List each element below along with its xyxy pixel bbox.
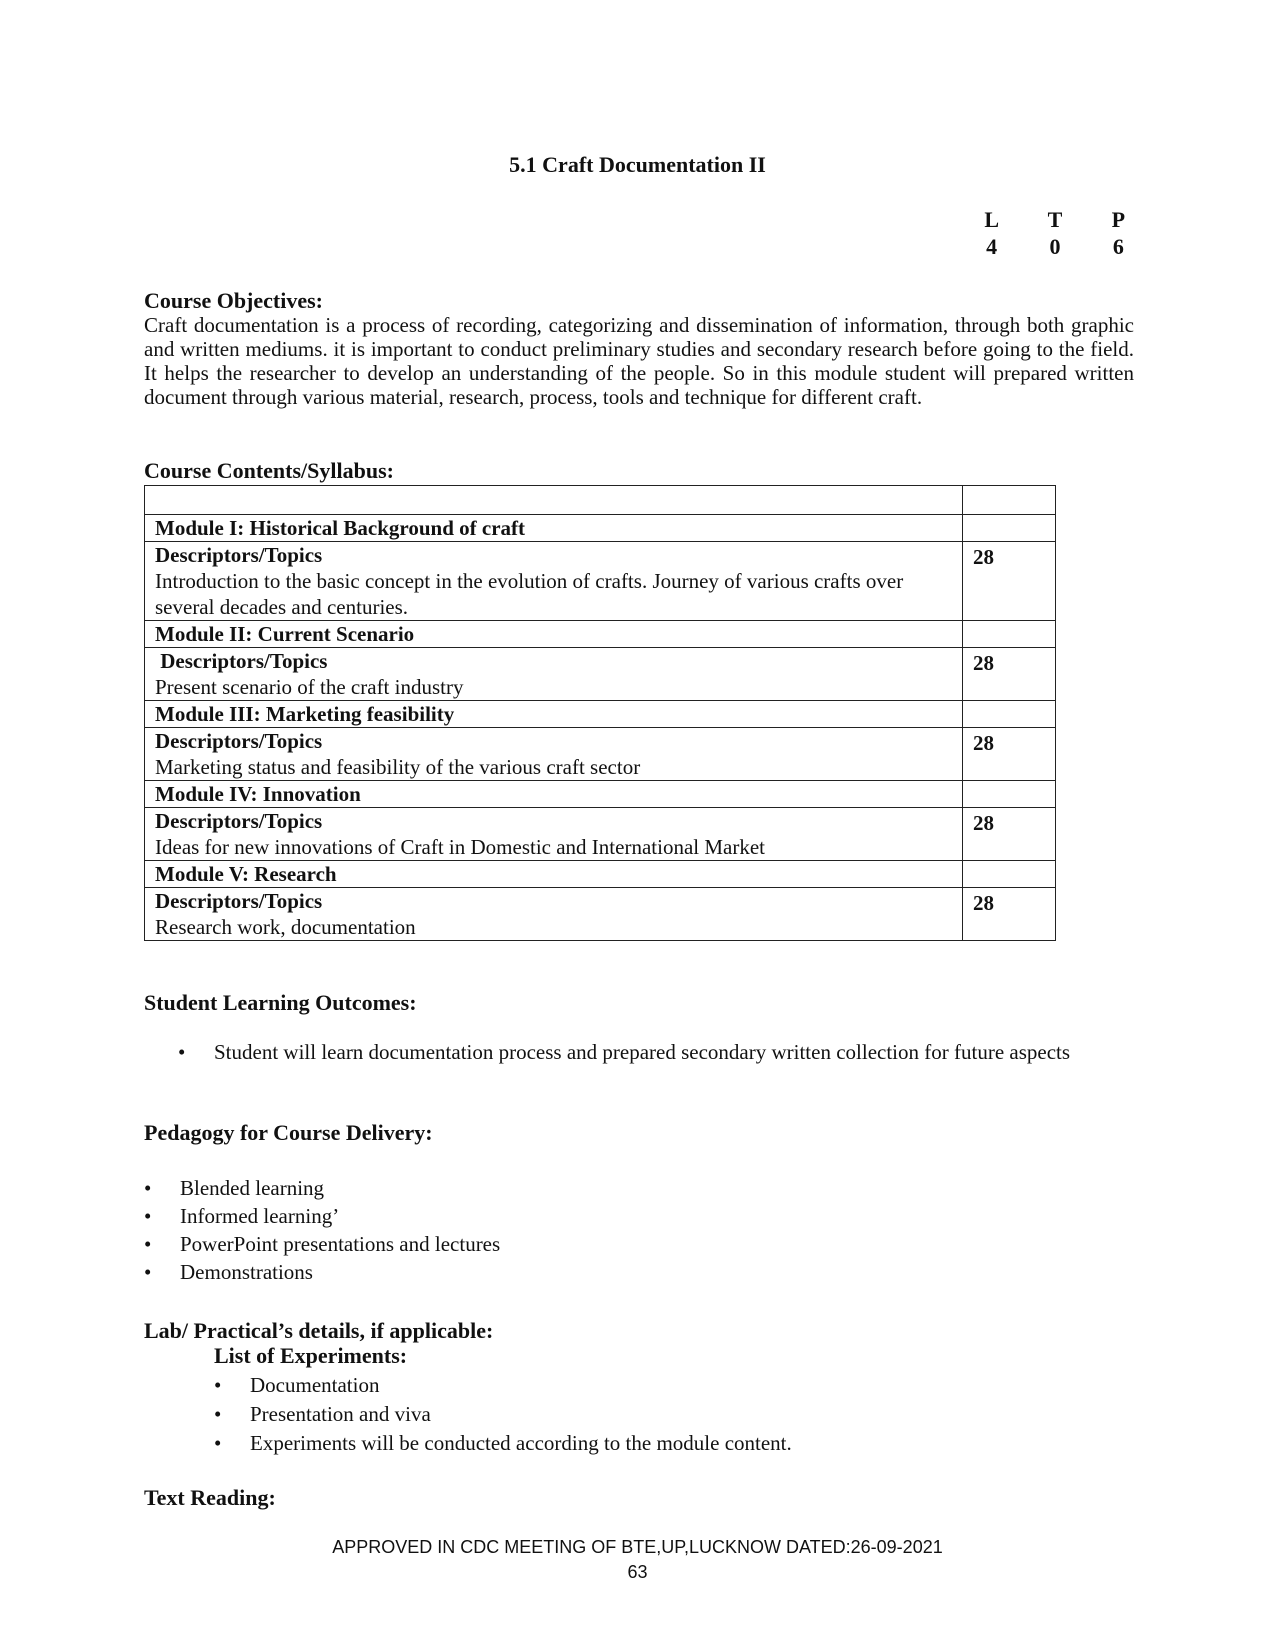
module-description: Introduction to the basic concept in the evolution of crafts. Journey of various crafts over several decades and centuries. (155, 569, 904, 619)
objectives-heading: Course Objectives: (144, 288, 324, 313)
list-item (178, 1040, 1134, 1064)
syllabus-table (144, 485, 1056, 941)
bullet-icon: • (214, 1402, 222, 1426)
approval-note: APPROVED IN CDC MEETING OF BTE,UP,LUCKNOW DATED:26-09-2021 (332, 1537, 943, 1557)
module-desc-row (145, 808, 1056, 861)
table-header-row (145, 486, 1056, 515)
pedagogy-item: Demonstrations (180, 1260, 313, 1284)
ltp-credits (960, 206, 1150, 260)
module-title: Module IV: Innovation (145, 781, 963, 808)
descriptors-label: Descriptors/Topics (155, 809, 323, 833)
bullet-icon: • (144, 1260, 152, 1284)
descriptors-label: Descriptors/Topics (155, 729, 323, 753)
bullet-icon: • (214, 1431, 222, 1455)
lab-heading: Lab/ Practical’s details, if applicable: (144, 1318, 494, 1343)
module-hours: 28 (963, 888, 1056, 941)
module-description: Present scenario of the craft industry (155, 675, 464, 699)
module-title-row (145, 515, 1056, 542)
pedagogy-item: PowerPoint presentations and lectures (180, 1232, 501, 1256)
outcome-text: Student will learn documentation process and prepared secondary written collection for future aspects (214, 1040, 1071, 1064)
module-desc-row (145, 888, 1056, 941)
page-footer (0, 1535, 1275, 1585)
pedagogy-item: Informed learning’ (180, 1204, 340, 1228)
module-hours: 28 (963, 808, 1056, 861)
descriptors-label: Descriptors/Topics (155, 889, 323, 913)
syllabus-heading: Course Contents/Syllabus: (144, 458, 394, 483)
list-item (144, 1202, 500, 1230)
module-title-row (145, 781, 1056, 808)
experiments-list (214, 1371, 792, 1458)
experiment-item: Presentation and viva (250, 1402, 431, 1426)
ltp-values (960, 233, 1150, 260)
module-title-row (145, 621, 1056, 648)
module-hours: 28 (963, 648, 1056, 701)
bullet-icon: • (178, 1040, 186, 1064)
pedagogy-list (144, 1174, 500, 1286)
list-item (214, 1400, 792, 1429)
bullet-icon: • (214, 1373, 222, 1397)
list-item (144, 1174, 500, 1202)
list-item (144, 1230, 500, 1258)
page-title: 5.1 Craft Documentation II (509, 152, 766, 177)
module-hours: 28 (963, 542, 1056, 621)
outcomes-list (178, 1040, 1134, 1064)
ltp-header-p: P (1111, 207, 1126, 232)
bullet-icon: • (144, 1204, 152, 1228)
module-title: Module III: Marketing feasibility (145, 701, 963, 728)
list-item (214, 1371, 792, 1400)
objectives-text: Craft documentation is a process of recording, categorizing and dissemination of information, through both graphic and written mediums. it is important to conduct preliminary studies and secondary research before going to the field. It helps the researcher to develop an understanding of the people. So in this module student will prepared written document through various material, research, process, tools and technique for different craft. (144, 313, 1134, 409)
module-title: Module V: Research (145, 861, 963, 888)
module-title-row (145, 701, 1056, 728)
module-description: Ideas for new innovations of Craft in Domestic and International Market (155, 835, 765, 859)
experiment-item: Documentation (250, 1373, 380, 1397)
ltp-headers (960, 206, 1150, 233)
ltp-value-p: 6 (1112, 234, 1124, 259)
pedagogy-heading: Pedagogy for Course Delivery: (144, 1120, 433, 1145)
module-description: Research work, documentation (155, 915, 416, 939)
ltp-header-l: L (984, 207, 999, 232)
ltp-value-l: 4 (986, 234, 998, 259)
bullet-icon: • (144, 1232, 152, 1256)
list-item (144, 1258, 500, 1286)
ltp-value-t: 0 (1049, 234, 1061, 259)
module-title: Module II: Current Scenario (145, 621, 963, 648)
module-title-row (145, 861, 1056, 888)
lab-subheading: List of Experiments: (214, 1343, 408, 1368)
descriptors-label: Descriptors/Topics (155, 649, 328, 673)
pedagogy-item: Blended learning (180, 1176, 325, 1200)
module-desc-row (145, 648, 1056, 701)
module-description: Marketing status and feasibility of the various craft sector (155, 755, 641, 779)
text-reading-heading: Text Reading: (144, 1485, 276, 1510)
module-desc-row (145, 728, 1056, 781)
page-number: 63 (627, 1562, 648, 1582)
descriptors-label: Descriptors/Topics (155, 543, 323, 567)
ltp-header-t: T (1047, 207, 1063, 232)
list-item (214, 1429, 792, 1458)
bullet-icon: • (144, 1176, 152, 1200)
module-desc-row (145, 542, 1056, 621)
module-hours: 28 (963, 728, 1056, 781)
module-title: Module I: Historical Background of craft (145, 515, 963, 542)
experiment-item: Experiments will be conducted according to the module content. (250, 1431, 792, 1455)
outcomes-heading: Student Learning Outcomes: (144, 990, 417, 1015)
